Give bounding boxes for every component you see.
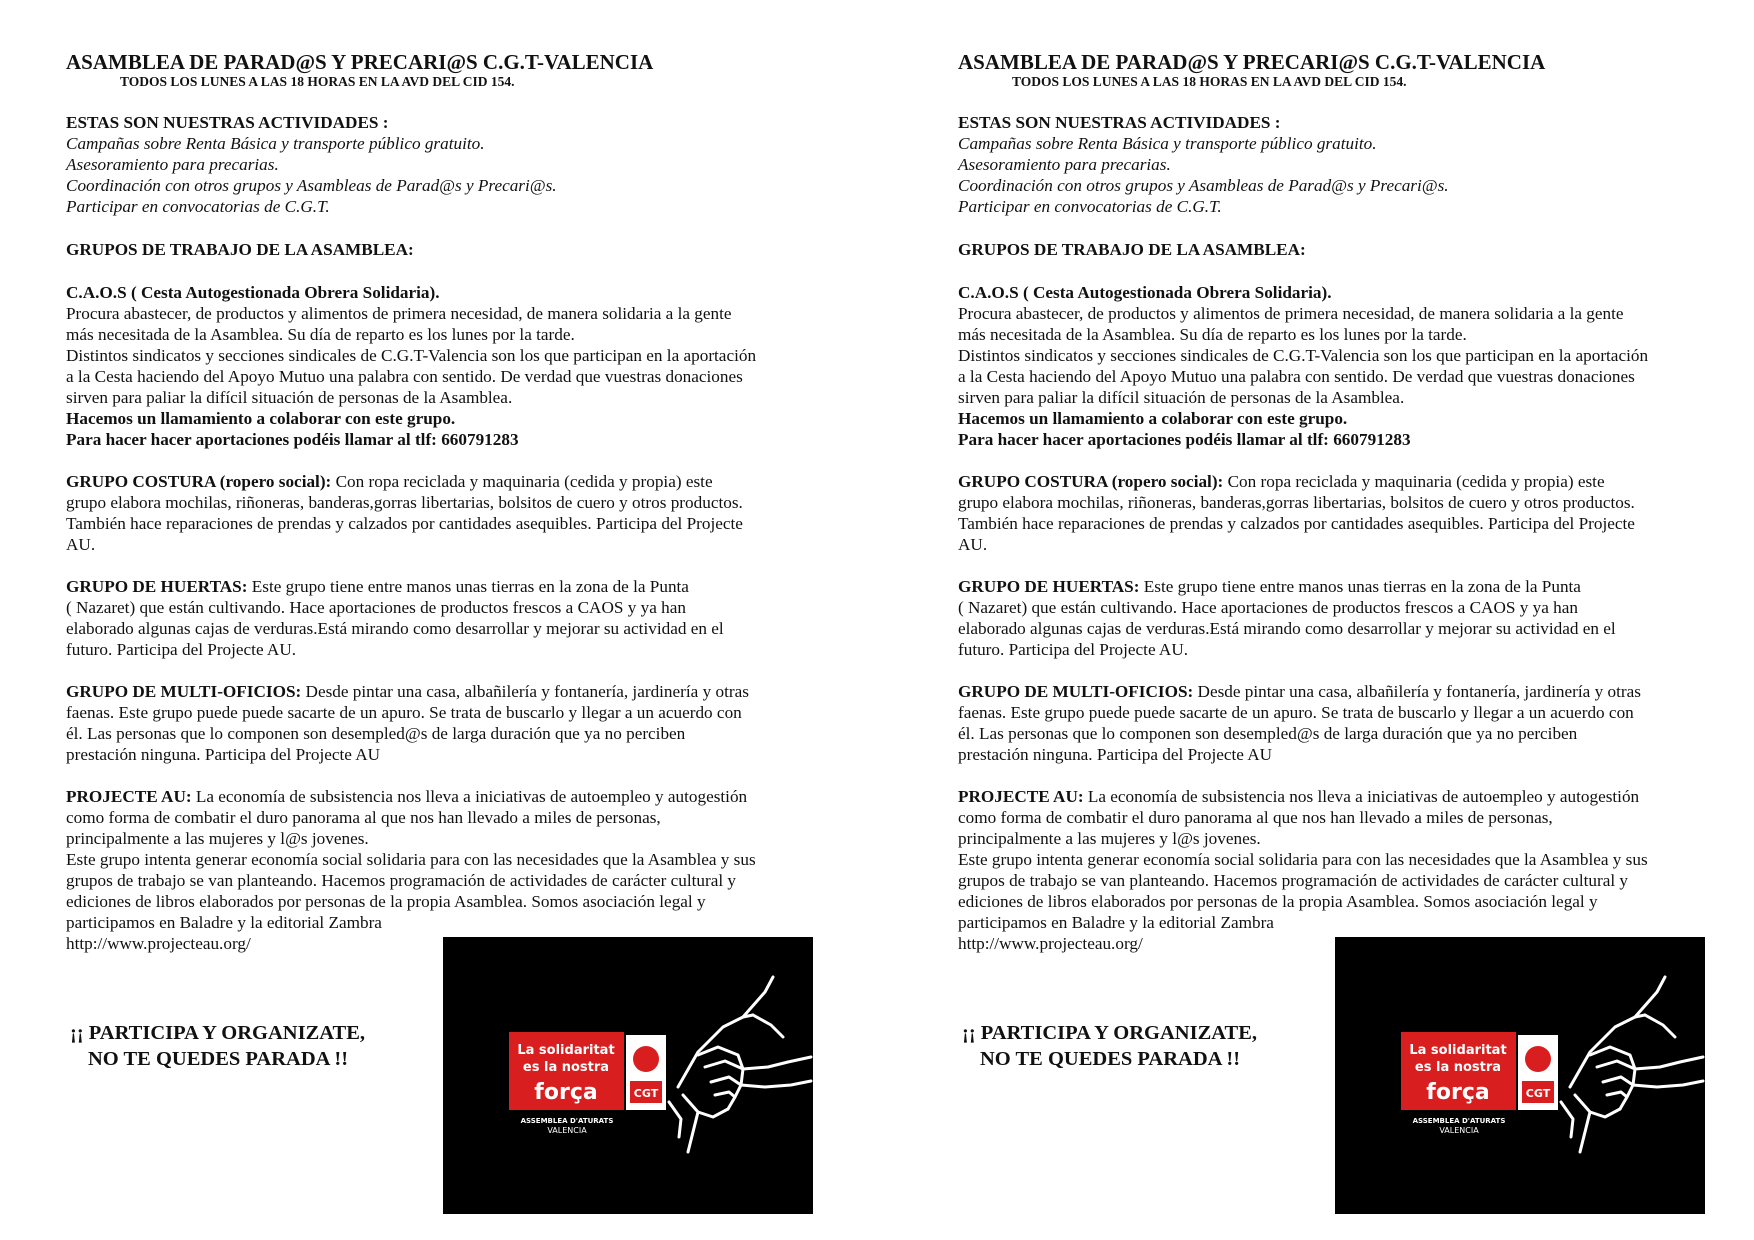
caos-text-line: más necesitada de la Asamblea. Su día de reparto es los lunes por la tarde. (958, 325, 1467, 344)
poster-sub1: ASSEMBLEA D'ATURATS (520, 1117, 614, 1125)
costura-heading: GRUPO COSTURA (ropero social): (958, 472, 1224, 491)
huertas-text-line: elaborado algunas cajas de verduras.Está mirando como desarrollar y mejorar su actividad en el (958, 619, 1616, 638)
callout-line: NO TE QUEDES PARADA !! (88, 1048, 349, 1070)
poster-line2: es la nostra (1414, 1060, 1502, 1075)
huertas-first-text: Este grupo tiene entre manos unas tierras en la zona de la Punta (1139, 577, 1581, 596)
projecte-first-line (66, 786, 826, 807)
flyer-subtitle: TODOS LOS LUNES A LAS 18 HORAS EN LA AVD DEL CID 154. (120, 74, 515, 89)
costura-text-line: grupo elabora mochilas, riñoneras, banderas,gorras libertarias, bolsitos de cuero y otros productos. (958, 493, 1635, 512)
activity-item: Participar en convocatorias de C.G.T. (958, 197, 1222, 216)
huertas-heading: GRUPO DE HUERTAS: (958, 577, 1140, 596)
activity-item: Campañas sobre Renta Básica y transporte público gratuito. (958, 134, 1377, 153)
callout-line: ¡¡ PARTICIPA Y ORGANIZATE, (70, 1022, 366, 1044)
solidaritat-poster-image (443, 937, 813, 1214)
activity-item: Campañas sobre Renta Básica y transporte público gratuito. (66, 134, 485, 153)
projecte-text-line: Este grupo intenta generar economía social solidaria para con las necesidades que la Asamblea y sus (66, 850, 756, 869)
costura-text-line: AU. (958, 535, 988, 554)
caos-text-line: Procura abastecer, de productos y alimentos de primera necesidad, de manera solidaria a la gente (66, 304, 732, 323)
huertas-heading: GRUPO DE HUERTAS: (66, 577, 248, 596)
caos-text-line: más necesitada de la Asamblea. Su día de reparto es los lunes por la tarde. (66, 325, 575, 344)
cgt-cat-icon (633, 1046, 659, 1072)
callout-line: ¡¡ PARTICIPA Y ORGANIZATE, (962, 1022, 1258, 1044)
projecte-first-text: La economía de subsistencia nos lleva a iniciativas de autoempleo y autogestión (191, 787, 748, 806)
oficios-first-text: Desde pintar una casa, albañilería y fontanería, jardinería y otras (301, 682, 749, 701)
poster-sub1: ASSEMBLEA D'ATURATS (1412, 1117, 1506, 1125)
oficios-heading: GRUPO DE MULTI-OFICIOS: (66, 682, 302, 701)
projecte-text-line: http://www.projecteau.org/ (66, 934, 251, 953)
flyer-subtitle: TODOS LOS LUNES A LAS 18 HORAS EN LA AVD DEL CID 154. (1012, 74, 1407, 89)
poster-sub2: VALENCIA (547, 1126, 587, 1135)
flyer-content (66, 50, 826, 954)
flyer-page (892, 0, 1754, 1240)
costura-first-text: Con ropa reciclada y maquinaria (cedida y propia) este (331, 472, 713, 491)
poster-line1: La solidaritat (1409, 1043, 1507, 1058)
poster-sub2: VALENCIA (1439, 1126, 1479, 1135)
projecte-text-line: grupos de trabajo se van planteando. Hacemos programación de actividades de carácter cultural y (958, 871, 1629, 890)
projecte-text-line: ediciones de libros elaborados por personas de la propia Asamblea. Somos asociación legal y (958, 892, 1598, 911)
huertas-text-line: elaborado algunas cajas de verduras.Está mirando como desarrollar y mejorar su actividad en el (66, 619, 724, 638)
costura-text-line: También hace reparaciones de prendas y calzados por cantidades asequibles. Participa del Projecte (66, 514, 743, 533)
costura-first-line (958, 471, 1718, 492)
callout-line: NO TE QUEDES PARADA !! (980, 1048, 1241, 1070)
huertas-text-line: futuro. Participa del Projecte AU. (958, 640, 1189, 659)
caos-heading: C.A.O.S ( Cesta Autogestionada Obrera Solidaria). (958, 283, 1332, 302)
projecte-text-line: ediciones de libros elaborados por personas de la propia Asamblea. Somos asociación legal y (66, 892, 706, 911)
groups-heading: GRUPOS DE TRABAJO DE LA ASAMBLEA: (66, 240, 414, 259)
poster-line2: es la nostra (522, 1060, 610, 1075)
costura-first-text: Con ropa reciclada y maquinaria (cedida y propia) este (1223, 472, 1605, 491)
caos-text-line: sirven para paliar la difícil situación de personas de la Asamblea. (66, 388, 513, 407)
activity-item: Coordinación con otros grupos y Asambleas de Parad@s y Precari@s. (958, 176, 1449, 195)
projecte-text-line: Este grupo intenta generar economía social solidaria para con las necesidades que la Asamblea y sus (958, 850, 1648, 869)
huertas-text-line: futuro. Participa del Projecte AU. (66, 640, 297, 659)
caos-text-line: Distintos sindicatos y secciones sindicales de C.G.T-Valencia son los que participan en la aportación (66, 346, 757, 365)
poster-line3: força (534, 1080, 598, 1105)
solidaritat-poster-image (1335, 937, 1705, 1214)
caos-text-line: a la Cesta haciendo del Apoyo Mutuo una palabra con sentido. De verdad que vuestras donaciones (66, 367, 743, 386)
oficios-text-line: prestación ninguna. Participa del Projecte AU (958, 745, 1273, 764)
huertas-text-line: ( Nazaret) que están cultivando. Hace aportaciones de productos frescos a CAOS y ya han (66, 598, 686, 617)
caos-text-line: sirven para paliar la difícil situación de personas de la Asamblea. (958, 388, 1405, 407)
oficios-first-text: Desde pintar una casa, albañilería y fontanería, jardinería y otras (1193, 682, 1641, 701)
activity-item: Asesoramiento para precarias. (958, 155, 1171, 174)
projecte-text-line: principalmente a las mujeres y l@s jovenes. (66, 829, 369, 848)
caos-phone-line: Para hacer hacer aportaciones podéis llamar al tlf: 660791283 (66, 430, 519, 449)
oficios-heading: GRUPO DE MULTI-OFICIOS: (958, 682, 1194, 701)
projecte-first-line (958, 786, 1718, 807)
oficios-first-line (66, 681, 826, 702)
participa-callout (70, 1020, 365, 1072)
caos-heading: C.A.O.S ( Cesta Autogestionada Obrera Solidaria). (66, 283, 440, 302)
cgt-badge-label: CGT (633, 1087, 659, 1100)
costura-first-line (66, 471, 826, 492)
activities-heading: ESTAS SON NUESTRAS ACTIVIDADES : (958, 113, 1281, 132)
caos-text-line: a la Cesta haciendo del Apoyo Mutuo una palabra con sentido. De verdad que vuestras donaciones (958, 367, 1635, 386)
poster-line3: força (1426, 1080, 1490, 1105)
huertas-text-line: ( Nazaret) que están cultivando. Hace aportaciones de productos frescos a CAOS y ya han (958, 598, 1578, 617)
activity-item: Asesoramiento para precarias. (66, 155, 279, 174)
projecte-text-line: participamos en Baladre y la editorial Zambra (958, 913, 1274, 932)
projecte-heading: PROJECTE AU: (958, 787, 1084, 806)
projecte-first-text: La economía de subsistencia nos lleva a iniciativas de autoempleo y autogestión (1083, 787, 1640, 806)
oficios-text-line: él. Las personas que lo componen son desempled@s de larga duración que ya no perciben (958, 724, 1578, 743)
flyer-title: ASAMBLEA DE PARAD@S Y PRECARI@S C.G.T-VALENCIA (958, 50, 1546, 74)
participa-callout (962, 1020, 1257, 1072)
groups-heading: GRUPOS DE TRABAJO DE LA ASAMBLEA: (958, 240, 1306, 259)
caos-text-line: Procura abastecer, de productos y alimentos de primera necesidad, de manera solidaria a la gente (958, 304, 1624, 323)
projecte-text-line: como forma de combatir el duro panorama al que nos han llevado a miles de personas, (958, 808, 1553, 827)
poster-line1: La solidaritat (517, 1043, 615, 1058)
oficios-text-line: prestación ninguna. Participa del Projecte AU (66, 745, 381, 764)
costura-text-line: grupo elabora mochilas, riñoneras, banderas,gorras libertarias, bolsitos de cuero y otros productos. (66, 493, 743, 512)
caos-call-line: Hacemos un llamamiento a colaborar con este grupo. (66, 409, 456, 428)
oficios-text-line: él. Las personas que lo componen son desempled@s de larga duración que ya no perciben (66, 724, 686, 743)
projecte-heading: PROJECTE AU: (66, 787, 192, 806)
oficios-first-line (958, 681, 1718, 702)
costura-text-line: También hace reparaciones de prendas y calzados por cantidades asequibles. Participa del Projecte (958, 514, 1635, 533)
caos-phone-line: Para hacer hacer aportaciones podéis llamar al tlf: 660791283 (958, 430, 1411, 449)
caos-text-line: Distintos sindicatos y secciones sindicales de C.G.T-Valencia son los que participan en la aportación (958, 346, 1649, 365)
projecte-text-line: participamos en Baladre y la editorial Zambra (66, 913, 382, 932)
projecte-text-line: como forma de combatir el duro panorama al que nos han llevado a miles de personas, (66, 808, 661, 827)
costura-heading: GRUPO COSTURA (ropero social): (66, 472, 332, 491)
cgt-badge-label: CGT (1525, 1087, 1551, 1100)
flyer-content (958, 50, 1718, 954)
huertas-first-line (66, 576, 826, 597)
huertas-first-text: Este grupo tiene entre manos unas tierras en la zona de la Punta (247, 577, 689, 596)
huertas-first-line (958, 576, 1718, 597)
projecte-text-line: http://www.projecteau.org/ (958, 934, 1143, 953)
activities-heading: ESTAS SON NUESTRAS ACTIVIDADES : (66, 113, 389, 132)
costura-text-line: AU. (66, 535, 96, 554)
activity-item: Participar en convocatorias de C.G.T. (66, 197, 330, 216)
projecte-text-line: principalmente a las mujeres y l@s jovenes. (958, 829, 1261, 848)
oficios-text-line: faenas. Este grupo puede puede sacarte de un apuro. Se trata de buscarlo y llegar a un acuerdo con (958, 703, 1634, 722)
oficios-text-line: faenas. Este grupo puede puede sacarte de un apuro. Se trata de buscarlo y llegar a un acuerdo con (66, 703, 742, 722)
flyer-title: ASAMBLEA DE PARAD@S Y PRECARI@S C.G.T-VALENCIA (66, 50, 654, 74)
activity-item: Coordinación con otros grupos y Asambleas de Parad@s y Precari@s. (66, 176, 557, 195)
cgt-cat-icon (1525, 1046, 1551, 1072)
projecte-text-line: grupos de trabajo se van planteando. Hacemos programación de actividades de carácter cultural y (66, 871, 737, 890)
caos-call-line: Hacemos un llamamiento a colaborar con este grupo. (958, 409, 1348, 428)
